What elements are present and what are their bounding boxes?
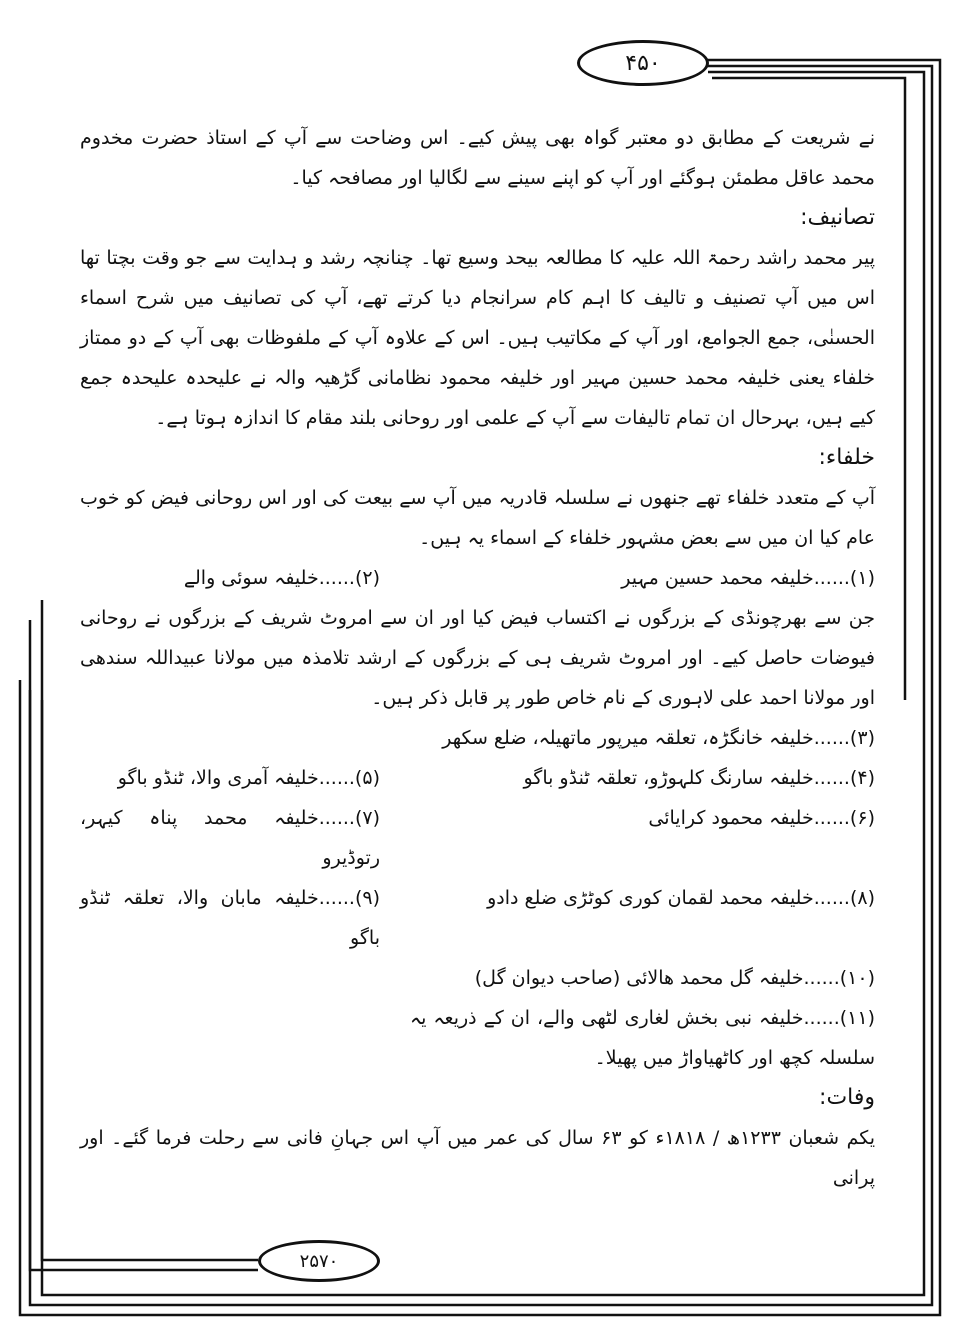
heading-successors: خلفاء: bbox=[818, 445, 875, 470]
heading-works: تصانیف: bbox=[800, 205, 875, 230]
list-item-text: (۸)......خلیفہ محمد لقمان کوری کوٹڑی ضلع دادو bbox=[487, 887, 875, 909]
list-item-text: (۱۰)......خلیفہ گل محمد ھالائی (صاحب دیوان گل) bbox=[474, 967, 875, 989]
page-number-bottom: ۲۵۷۰ bbox=[258, 1240, 380, 1282]
paragraph-successors: آپ کے متعدد خلفاء تھے جنھوں نے سلسلہ قادریہ میں آپ سے بیعت کی اور اس روحانی فیض کو خوب عام کیا ان میں سے بعض مشہور خلفاء کے اسماء یہ ہیں۔ bbox=[80, 487, 875, 549]
list-item-text: (۱)......خلیفہ محمد حسین مہیر bbox=[621, 567, 875, 589]
paragraph-intro: نے شریعت کے مطابق دو معتبر گواہ بھی پیش کیے۔ اس وضاحت سے آپ کے استاذ حضرت مخدوم محمد عاقل مطمئن ہوگئے اور آپ کو اپنے سینے سے لگالیا اور مصافحہ کیا۔ bbox=[80, 127, 875, 189]
paragraph-bharchundi: جن سے بھرچونڈی کے بزرگوں نے اکتساب فیض کیا اور ان سے امروٹ شریف کے بزرگوں نے روحانی فیوضات حاصل کیے۔ اور امروٹ شریف ہی کے بزرگوں کے ارشد تلامذہ میں مولانا عبیداللہ سندھی اور مولانا احمد علی لاہوری کے نام خاص طور پر قابل ذکر ہیں۔ bbox=[80, 607, 875, 709]
list-item-text: (۴)......خلیفہ سارنگ کلہوڑو، تعلقہ ٹنڈو باگو bbox=[523, 767, 875, 789]
list-item bbox=[80, 878, 875, 958]
paragraph-works: پیر محمد راشد رحمۃ اللہ علیہ کا مطالعہ بیحد وسیع تھا۔ چنانچہ رشد و ہدایت سے جو وقت بچتا تھا اس میں آپ تصنیف و تالیف کا اہم کام سرانجام دیا کرتے تھے، آپ کی تصانیف میں شرح اسماء الحسنٰی، جمع الجوامع، اور آپ کے مکاتیب ہیں۔ اس کے علاوہ آپ کے ملفوظات بھی آپ کے دو ممتاز خلفاء یعنی خلیفہ محمد حسین مہیر اور خلیفہ محمود نظامانی گڑھیہ والہ نے علیحدہ علیحدہ جمع کیے ہیں، بہرحال ان تمام تالیفات سے آپ کے علمی اور روحانی بلند مقام کا اندازہ ہوتا ہے۔ bbox=[80, 247, 875, 429]
list-item-text: (۵)......خلیفہ آمری والا، ٹنڈو باگو bbox=[117, 767, 380, 789]
list-item-text: (۶)......خلیفہ محمود کرایائی bbox=[648, 807, 875, 829]
paragraph-death: یکم شعبان ۱۲۳۳ھ / ۱۸۱۸ء کو ۶۳ سال کی عمر میں آپ اس جہانِ فانی سے رحلت فرما گئے۔ اور پرانی bbox=[80, 1127, 875, 1189]
list-item-text: (۲)......خلیفہ سوئی والے bbox=[183, 567, 380, 589]
list-item-text bbox=[80, 998, 410, 1078]
list-item bbox=[80, 718, 875, 758]
list-item-text bbox=[80, 718, 410, 758]
list-item-text: (۹)......خلیفہ مابان والا، تعلقہ ٹنڈو باگو bbox=[80, 887, 380, 949]
list-item bbox=[80, 958, 875, 998]
list-item-text: (۷)......خلیفہ محمد پناہ کیہر، رتوڈیرو bbox=[80, 807, 380, 869]
list-item bbox=[80, 758, 875, 798]
list-item-text bbox=[80, 958, 410, 998]
list-item-text: (۱۱)......خلیفہ نبی بخش لغاری لٹھی والے، ان کے ذریعہ یہ سلسلہ کچھ اور کاٹھیاواڑ میں پھیلا۔ bbox=[410, 1007, 875, 1069]
page-body bbox=[80, 118, 875, 1198]
page-number-top: ۴۵۰ bbox=[577, 40, 709, 86]
list-item bbox=[80, 798, 875, 878]
list-item bbox=[80, 558, 875, 598]
heading-death: وفات: bbox=[819, 1085, 875, 1110]
list-item bbox=[80, 998, 875, 1078]
list-item-text: (۳)......خلیفہ خانگڑہ، تعلقہ میرپور ماتھیلہ، ضلع سکھر bbox=[442, 727, 875, 749]
